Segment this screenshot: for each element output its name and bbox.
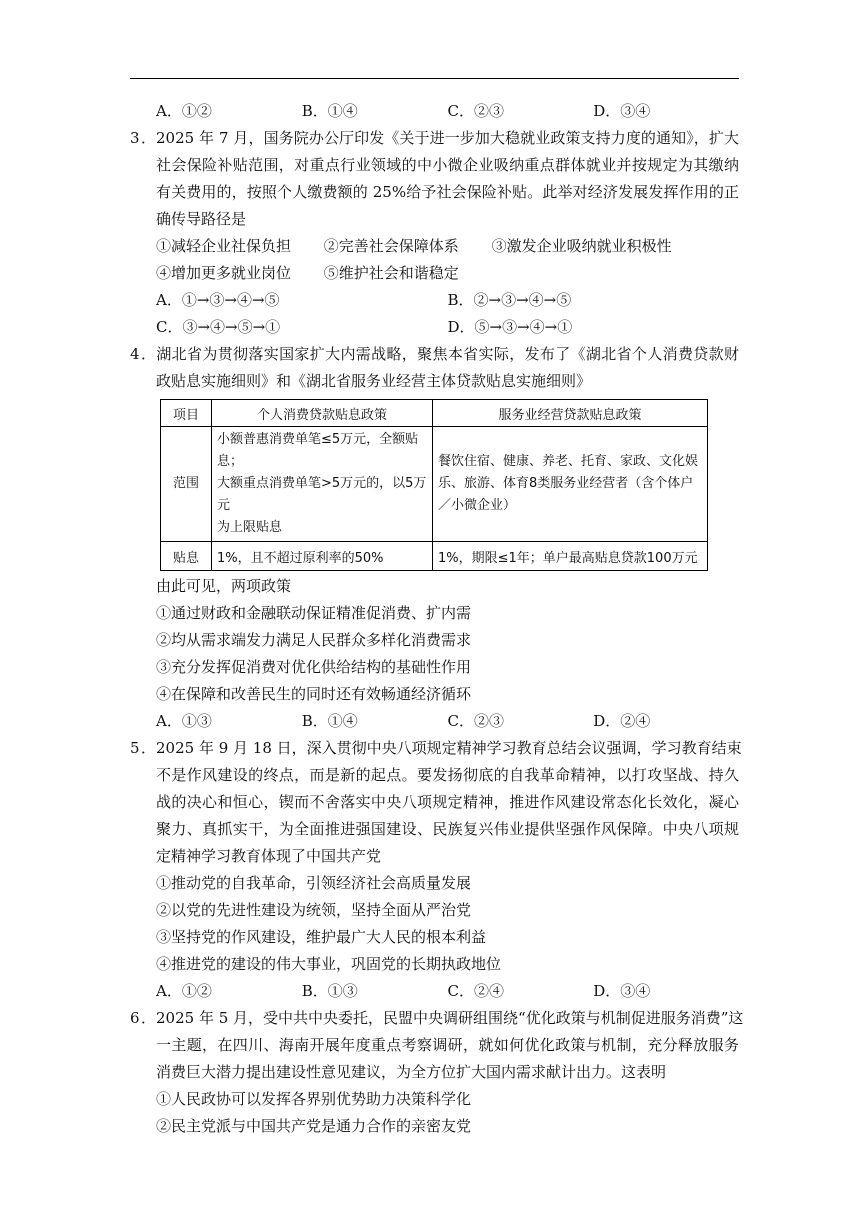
q6-number: 6． <box>130 1009 156 1027</box>
q3-options-row-1 <box>130 287 739 314</box>
q3-item-3: ③激发企业吸纳就业积极性 <box>491 237 672 255</box>
table-header-row <box>161 400 708 427</box>
table-cell-scope-personal: 小额普惠消费单笔≤5万元，全额贴息； 大额重点消费单笔>5万元的，以5万元 为上限贴息 <box>212 427 433 542</box>
table-cell-rate-personal: 1%，且不超过原利率的50% <box>212 542 433 571</box>
q4-options <box>130 708 739 735</box>
q3-option-c[interactable]: C．③→④→⑤→① <box>156 318 281 336</box>
table-cell-rate-service: 1%，期限≤1年；单户最高贴息贷款100万元 <box>433 542 708 571</box>
question-6 <box>130 1005 744 1140</box>
q3-line-3: 有关费用的，按照个人缴费额的 25%给予社会保险补贴。此举对经济发展发挥作用的正 <box>156 183 739 201</box>
q5-option-a[interactable]: A．①② <box>156 982 212 1000</box>
q3-options-row-2 <box>130 314 739 341</box>
q5-option-d[interactable]: D．③④ <box>593 982 651 1000</box>
q4-number: 4． <box>130 345 156 363</box>
q6-item-1: ①人民政协可以发挥各界别优势助力决策科学化 <box>156 1090 472 1108</box>
q3-item-4: ④增加更多就业岗位 <box>156 264 292 282</box>
q4-option-b[interactable]: B．①④ <box>301 712 358 730</box>
q3-option-b[interactable]: B．②→③→④→⑤ <box>447 291 572 309</box>
q6-line-2: 一主题，在四川、海南开展年度重点考察调研，就如何优化政策与机制，充分释放服务 <box>156 1036 739 1054</box>
q5-item-4: ④推进党的建设的伟大事业，巩固党的长期执政地位 <box>156 955 502 973</box>
question-4 <box>130 341 739 735</box>
q3-item-1: ①减轻企业社保负担 <box>156 237 292 255</box>
table-row-scope <box>161 427 708 542</box>
policy-table <box>160 399 708 571</box>
q2-option-c[interactable]: C．②③ <box>447 102 504 120</box>
q5-item-3: ③坚持党的作风建设，维护最广大人民的根本利益 <box>156 928 487 946</box>
q3-line-2: 社会保险补贴范围，对重点行业领域的中小微企业吸纳重点群体就业并按规定为其缴纳 <box>156 156 739 174</box>
q3-option-a[interactable]: A．①→③→④→⑤ <box>156 291 280 309</box>
q5-option-c[interactable]: C．②④ <box>447 982 504 1000</box>
q3-items-row-2 <box>130 260 739 287</box>
q3-option-d[interactable]: D．⑤→③→④→① <box>447 318 573 336</box>
q3-item-2: ②完善社会保障体系 <box>323 237 459 255</box>
q4-item-4: ④在保障和改善民生的同时还有效畅通经济循环 <box>156 685 472 703</box>
q3-number: 3． <box>130 129 156 147</box>
q3-line-4: 确传导路径是 <box>156 210 247 228</box>
q2-option-d[interactable]: D．③④ <box>593 102 651 120</box>
q6-item-2: ②民主党派与中国共产党是通力合作的亲密友党 <box>156 1117 472 1135</box>
q4-item-3: ③充分发挥促消费对优化供给结构的基础性作用 <box>156 658 472 676</box>
q2-option-a[interactable]: A．①② <box>156 102 212 120</box>
table-row-rate <box>161 542 708 571</box>
q5-option-b[interactable]: B．①③ <box>301 982 358 1000</box>
table-header-service: 服务业经营贷款贴息政策 <box>433 400 708 427</box>
q4-line-1: 4．湖北省为贯彻落实国家扩大内需战略，聚焦本省实际，发布了《湖北省个人消费贷款财 <box>130 341 739 368</box>
q5-line-2: 不是作风建设的终点，而是新的起点。要发扬彻底的自我革命精神，以打攻坚战、持久 <box>156 766 739 784</box>
q4-option-a[interactable]: A．①③ <box>156 712 212 730</box>
q4-option-d[interactable]: D．②④ <box>593 712 651 730</box>
question-3 <box>130 125 739 341</box>
q5-line-1: 5．2025 年 9 月 18 日，深入贯彻中央八项规定精神学习教育总结会议强调，学习教育结束 <box>130 735 739 762</box>
table-cell-scope-service: 餐饮住宿、健康、养老、托育、家政、文化娱 乐、旅游、体育8类服务业经营者（含个体户 ／小微企业） <box>433 427 708 542</box>
q4-item-1: ①通过财政和金融联动保证精准促消费、扩内需 <box>156 604 472 622</box>
q2-options <box>130 98 739 125</box>
q3-items-row-1 <box>130 233 739 260</box>
q2-option-b[interactable]: B．①④ <box>301 102 358 120</box>
q5-line-3: 战的决心和恒心，锲而不舍落实中央八项规定精神，推进作风建设常态化长效化，凝心 <box>156 793 739 811</box>
q3-line-1: 3．2025 年 7 月，国务院办公厅印发《关于进一步加大稳就业政策支持力度的通知》，扩大 <box>130 125 739 152</box>
q4-line-2: 政贴息实施细则》和《湖北省服务业经营主体贷款贴息实施细则》 <box>156 372 592 390</box>
table-cell-scope-label: 范围 <box>161 427 212 542</box>
q6-line-1: 6．2025 年 5 月，受中共中央委托，民盟中央调研组围绕“优化政策与机制促进服务消费”这 <box>130 1005 739 1032</box>
q5-item-1: ①推动党的自我革命，引领经济社会高质量发展 <box>156 874 472 892</box>
table-header-item: 项目 <box>161 400 212 427</box>
q4-item-2: ②均从需求端发力满足人民群众多样化消费需求 <box>156 631 472 649</box>
q3-item-5: ⑤维护社会和谐稳定 <box>323 264 459 282</box>
question-5 <box>130 735 742 1005</box>
header-rule <box>130 78 739 79</box>
q5-number: 5． <box>130 739 156 757</box>
q4-after-table: 由此可见，两项政策 <box>156 577 292 595</box>
q4-option-c[interactable]: C．②③ <box>447 712 504 730</box>
table-cell-rate-label: 贴息 <box>161 542 212 571</box>
q6-line-3: 消费巨大潜力提出建设性意见建议，为全方位扩大国内需求献计出力。这表明 <box>156 1063 667 1081</box>
q5-options <box>130 978 739 1005</box>
q5-item-2: ②以党的先进性建设为统领，坚持全面从严治党 <box>156 901 472 919</box>
q5-line-5: 定精神学习教育体现了中国共产党 <box>156 847 382 865</box>
exam-page <box>130 98 744 1140</box>
table-header-personal: 个人消费贷款贴息政策 <box>212 400 433 427</box>
q5-line-4: 聚力、真抓实干，为全面推进强国建设、民族复兴伟业提供坚强作风保障。中央八项规 <box>156 820 739 838</box>
